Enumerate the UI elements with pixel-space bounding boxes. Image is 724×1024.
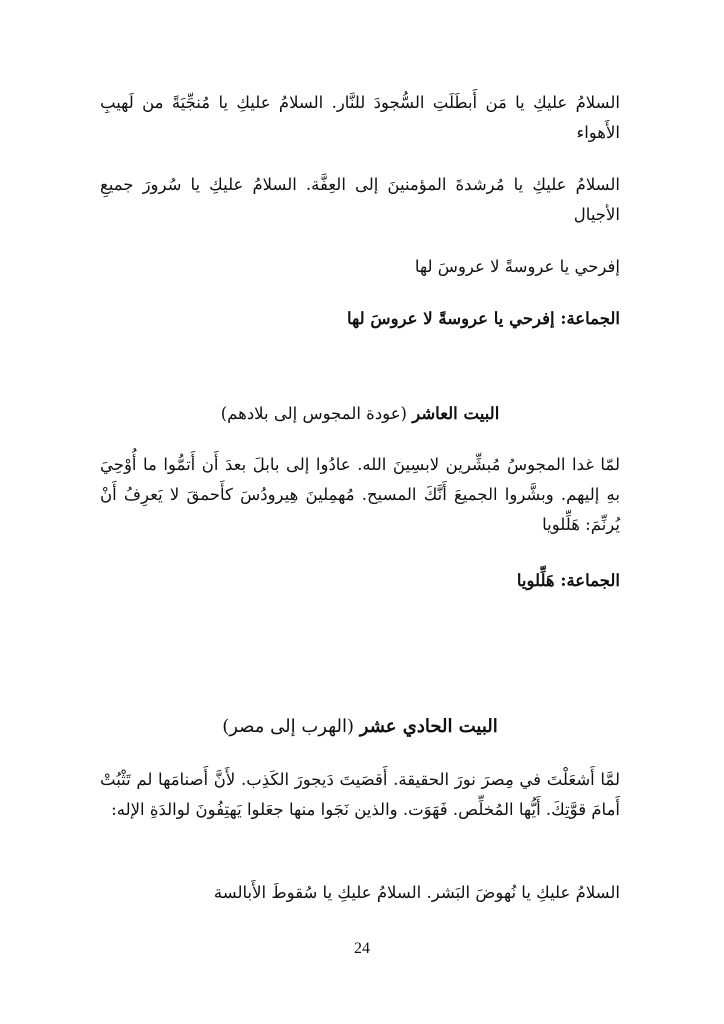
chorus-line-2 <box>100 566 620 596</box>
page-number: 24 <box>354 940 370 957</box>
stanza-11-paragraph: لمَّا أَشعَلْتَ في مِصرَ نورَ الحقيقة. أَقصَيتَ دَيجورَ الكَذِب. لأَنَّ أَصنامَها لم تَثْبُتْ أَمامَ قوَّتِكَ. أَيُّها المُخلِّص. فَهَوَت. والذين نَجَوا منها جعَلوا يَهتِفُونَ لوالدَةِ الإله: <box>100 770 620 819</box>
stanza-10-title: البيت العاشر <box>412 404 500 423</box>
stanza-10-subtitle: (عودة المجوس إلى بلادهم) <box>220 404 407 423</box>
document-page <box>100 0 620 1024</box>
stanza-10-heading <box>100 399 620 429</box>
stanza-11-title: البيت الحادي عشر <box>359 716 498 737</box>
chorus-label: الجماعة: <box>560 571 620 590</box>
stanza-11-heading <box>100 712 620 742</box>
chorus-text: هَلِّلويا <box>516 571 555 590</box>
salutation-paragraph-1: السلامُ عليكِ يا مَن أَبطَلَتِ السُّجودَ للنَّار. السلامُ عليكِ يا مُنجِّيَةً من لَهيبِ الأَهواء <box>100 93 620 142</box>
chorus-text: إفرحي يا عروسةً لا عروسَ لها <box>347 309 555 328</box>
stanza-11-salutation: السلامُ عليكِ يا نُهوضَ البَشر. السلامُ عليكِ يا سُقوطَ الأَبالسة <box>213 883 620 902</box>
salutation-paragraph-2: السلامُ عليكِ يا مُرشدةَ المؤمنينَ إلى العِفَّة. السلامُ عليكِ يا سُرورَ جميعِ الأجيال <box>100 175 620 224</box>
refrain-line: إفرحي يا عروسةً لا عروسَ لها <box>414 257 620 276</box>
chorus-line-1 <box>100 304 620 334</box>
stanza-11-subtitle: (الهرب إلى مصر) <box>222 716 355 737</box>
chorus-label: الجماعة: <box>560 309 620 328</box>
stanza-10-paragraph: لمّا غدا المجوسُ مُبشِّرين لابسِينَ الله. عادُوا إلى بابلَ بعدَ أَن أَتمُّوا ما أُوْحِيَ بهِ إليهم. وبشَّروا الجميعَ أَنَّكَ المسيح. مُهمِلينَ هِيرودُسَ كأَحمقَ لا يَعرِفُ أَنْ يُرنِّمَ: هَلِّلويا <box>100 455 620 534</box>
